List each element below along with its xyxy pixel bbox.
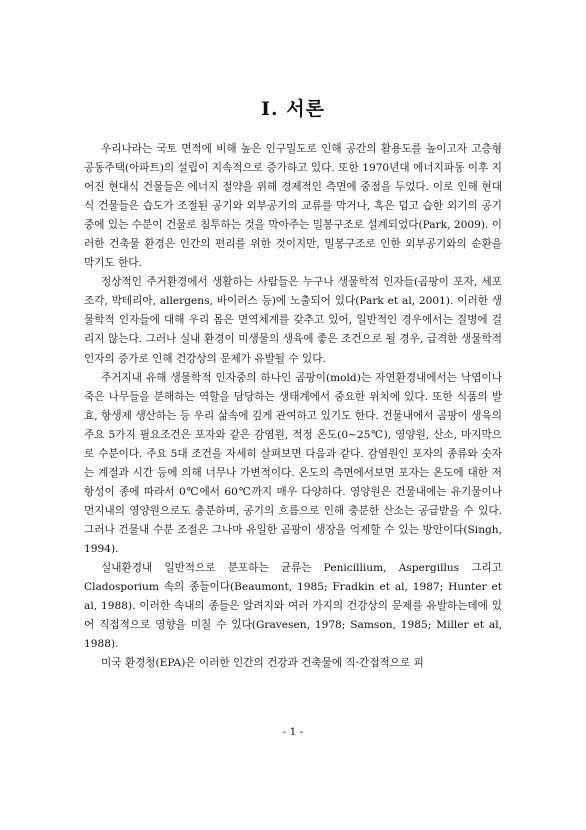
body-text [84, 140, 502, 673]
paragraph-4: 실내환경내 일반적으로 분포하는 균류는 Penicillium, Aspergillus 그리고 Cladosporium 속의 종들이다(Beaumont, 1985; Fradkin et al, 1987; Hunter et al, 1988). 이러한 속내의 종들은 알려지와 여러 가지의 건강상의 문제를 유발하는데에 있어 직접적으로 영향을 미칠 수 있다(Gravesen, 1978; Samson, 1985; Miller et al, 1988). [84, 562, 502, 651]
page-number: - 1 - [282, 726, 304, 738]
section-title: Ⅰ. 서론 [261, 98, 325, 120]
paragraph-5: 미국 환경청(EPA)은 이러한 인간의 건강과 건축물에 직·간접적으로 피 [101, 657, 424, 670]
paragraph-3: 주거지내 유해 생물학적 인자중의 하나인 곰팡이(mold)는 자연환경내에서는 낙엽이나 죽은 나무들을 분해하는 역할을 담당하는 생태계에서 중요한 위치에 있다. 또한 식품의 발효, 항생제 생산하는 등 우리 삶속에 깊게 관여하고 있기도 한다. 건물내에서 곰팡이 생육의 주요 5가지 필요조건은 포자와 같은 감염원, 적정 온도(0~25℃), 영양원, 산소, 마지막으로 수분이다. 주요 5대 조건을 자세히 살펴보면 다음과 같다. 감염원인 포자의 종류와 숫자는 계절과 시간 등에 의해 너무나 가변적이다. 온도의 측면에서보면 포자는 온도에 대한 저항성이 종에 따라서 0℃에서 60℃까지 매우 다양하다. 영양원은 건물내에는 유기물이나 먼지내의 영양원으로도 충분하며, 공기의 흐름으로 인해 충분한 산소는 공급받을 수 있다. 그러나 건물내 수분 조절은 그나마 유일한 곰팡이 생장을 억제할 수 있는 방안이다(Singh, 1994). [84, 371, 502, 555]
paragraph-2: 정상적인 주거환경에서 생활하는 사람들은 누구나 생물학적 인자들(곰팡이 포자, 세포 조각, 박테리아, allergens, 바이러스 등)에 노출되어 있다(Park et al, 2001). 이러한 생물학적 인자들에 대해 우리 몸은 면역체계를 갖추고 있어, 일반적인 경우에서는 질병에 걸리지 않는다. 그러나 실내 환경이 미생물의 생육에 좋은 조건으로 될 경우, 급격한 생물학적 인자의 증가로 인해 건강상의 문제가 유발될 수 있다. [84, 276, 502, 365]
paragraph-1: 우리나라는 국토 면적에 비해 높은 인구밀도로 인해 공간의 활용도를 높이고자 고층형 공동주택(아파트)의 설립이 지속적으로 증가하고 있다. 또한 1970년대 에너지파동 이후 지어진 현대식 건물들은 에너지 절약을 위해 경제적인 측면에 중점을 두었다. 이로 인해 현대식 건물들은 습도가 조절된 공기와 외부공기의 교류를 막거나, 혹은 덥고 습한 외기의 공기중에 있는 수분이 건물로 침투하는 것을 막아주는 밀봉구조로 설계되었다(Park, 2009). 이러한 건축물 환경은 인간의 편리를 위한 것이지만, 밀봉구조로 인한 외부공기와의 순환을 막기도 한다. [84, 143, 502, 270]
